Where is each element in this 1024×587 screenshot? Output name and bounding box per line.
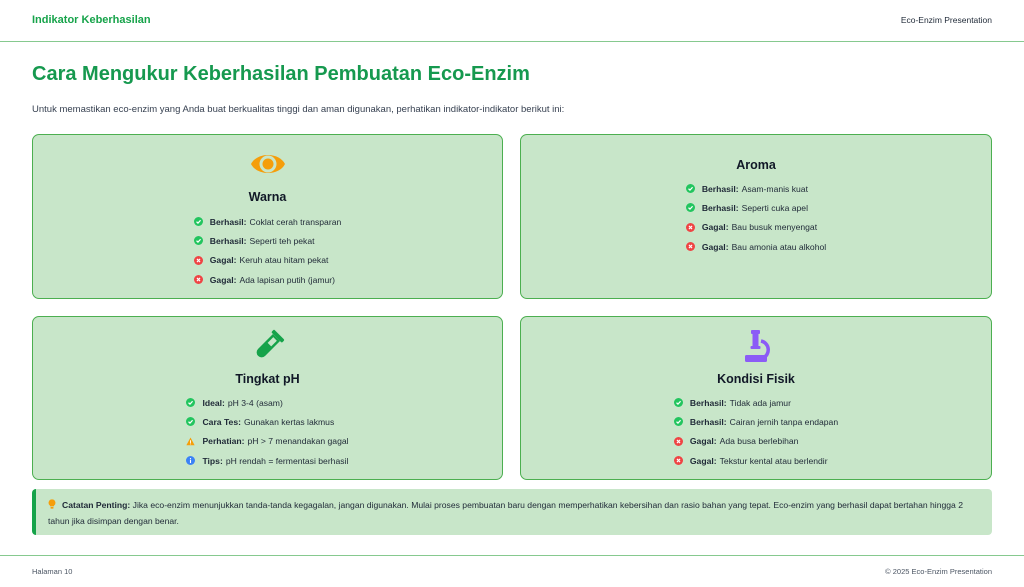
list-item — [194, 251, 342, 270]
card-warna — [32, 134, 503, 299]
row-label: Gagal: — [689, 436, 717, 447]
row-label: Berhasil: — [689, 397, 727, 408]
list-item — [686, 237, 826, 256]
microscope-icon — [739, 329, 773, 363]
card-rows-aroma — [521, 179, 991, 256]
card-title-fisik: Kondisi Fisik — [717, 372, 795, 386]
check-circle-icon — [674, 417, 683, 426]
row-label: Gagal: — [209, 255, 237, 266]
card-ph — [32, 316, 503, 480]
row-label: Berhasil: — [689, 416, 727, 427]
header-presentation-name: Eco-Enzim Presentation — [900, 15, 992, 25]
row-text: Keruh atau hitam pekat — [239, 255, 329, 266]
note-label: Catatan Penting: — [62, 500, 131, 510]
row-text: Tidak ada jamur — [729, 397, 791, 408]
row-text: Seperti teh pekat — [249, 235, 315, 246]
list-item — [686, 218, 826, 237]
info-circle-icon — [186, 456, 195, 465]
card-icon-wrap — [33, 149, 502, 179]
indicator-list — [686, 179, 826, 256]
check-circle-icon — [686, 203, 695, 212]
row-text: Bau busuk menyengat — [731, 222, 818, 233]
list-item — [674, 432, 838, 451]
card-icon-wrap — [521, 329, 991, 363]
row-label: Gagal: — [701, 222, 729, 233]
list-item — [186, 393, 348, 412]
x-circle-icon — [194, 256, 203, 265]
row-text: Cairan jernih tanpa endapan — [729, 416, 839, 427]
card-rows-fisik — [521, 393, 991, 470]
check-circle-icon — [194, 236, 203, 245]
list-item — [686, 198, 826, 217]
list-item — [186, 432, 348, 451]
list-item — [194, 212, 342, 231]
list-item — [194, 231, 342, 250]
check-circle-icon — [674, 398, 683, 407]
card-rows-warna — [33, 212, 502, 289]
x-circle-icon — [674, 456, 683, 465]
card-title-ph: Tingkat pH — [235, 372, 300, 386]
indicator-list — [186, 393, 348, 470]
warning-triangle-icon — [186, 437, 195, 446]
row-label: Gagal: — [701, 241, 729, 252]
check-circle-icon — [686, 184, 695, 193]
list-item — [674, 451, 838, 470]
row-text: pH > 7 menandakan gagal — [247, 436, 349, 447]
x-circle-icon — [674, 437, 683, 446]
indicator-list — [194, 212, 342, 289]
row-label: Gagal: — [209, 274, 237, 285]
check-circle-icon — [194, 217, 203, 226]
page-number: Halaman 10 — [32, 567, 73, 576]
row-text: Asam-manis kuat — [741, 183, 808, 194]
intro-text: Untuk memastikan eco-enzim yang Anda buat berkualitas tinggi dan aman digunakan, perhatikan indikator-indikator berikut ini: — [32, 104, 565, 115]
row-text: Ada busa berlebihan — [719, 436, 799, 447]
lightbulb-icon — [48, 499, 56, 514]
list-item — [194, 270, 342, 289]
row-text: Tekstur kental atau berlendir — [719, 455, 828, 466]
x-circle-icon — [686, 242, 695, 251]
x-circle-icon — [194, 275, 203, 284]
header-brand: Indikator Keberhasilan — [32, 14, 151, 26]
row-label: Gagal: — [689, 455, 717, 466]
row-label: Cara Tes: — [202, 416, 241, 427]
page-title: Cara Mengukur Keberhasilan Pembuatan Eco-Enzim — [32, 63, 530, 85]
list-item — [186, 412, 348, 431]
list-item — [674, 393, 838, 412]
important-note — [32, 489, 992, 535]
footer-copyright: © 2025 Eco-Enzim Presentation — [885, 567, 992, 576]
row-label: Ideal: — [202, 397, 225, 408]
check-circle-icon — [186, 417, 195, 426]
row-text: Ada lapisan putih (jamur) — [239, 274, 336, 285]
card-title-aroma: Aroma — [736, 158, 776, 172]
row-label: Berhasil: — [209, 216, 247, 227]
row-label: Berhasil: — [701, 183, 739, 194]
row-text: pH rendah = fermentasi berhasil — [225, 455, 349, 466]
check-circle-icon — [186, 398, 195, 407]
card-fisik — [520, 316, 992, 480]
x-circle-icon — [686, 223, 695, 232]
row-label: Perhatian: — [202, 436, 245, 447]
note-text: Jika eco-enzim menunjukkan tanda-tanda kegagalan, jangan digunakan. Mulai proses pembuatan baru dengan memperhatikan kebersihan dan rasio bahan yang tepat. Eco-enzim yang berhasil dapat bertahan hingga 2 tahun jika disimpan dengan benar. — [48, 500, 964, 526]
footer-bar — [0, 555, 1024, 587]
row-label: Berhasil: — [701, 202, 739, 213]
list-item — [674, 412, 838, 431]
indicator-list — [674, 393, 838, 470]
card-title-warna: Warna — [248, 190, 287, 204]
card-rows-ph — [33, 393, 502, 470]
row-text: Coklat cerah transparan — [249, 216, 342, 227]
test-tube-icon — [251, 329, 285, 363]
row-label: Berhasil: — [209, 235, 247, 246]
row-text: Gunakan kertas lakmus — [243, 416, 335, 427]
eye-icon — [249, 149, 287, 179]
row-text: pH 3-4 (asam) — [227, 397, 283, 408]
list-item — [186, 451, 348, 470]
card-icon-wrap — [33, 329, 502, 363]
row-label: Tips: — [202, 455, 223, 466]
card-aroma — [520, 134, 992, 299]
row-text: Seperti cuka apel — [741, 202, 808, 213]
header-bar — [0, 0, 1024, 42]
row-text: Bau amonia atau alkohol — [731, 241, 827, 252]
list-item — [686, 179, 826, 198]
